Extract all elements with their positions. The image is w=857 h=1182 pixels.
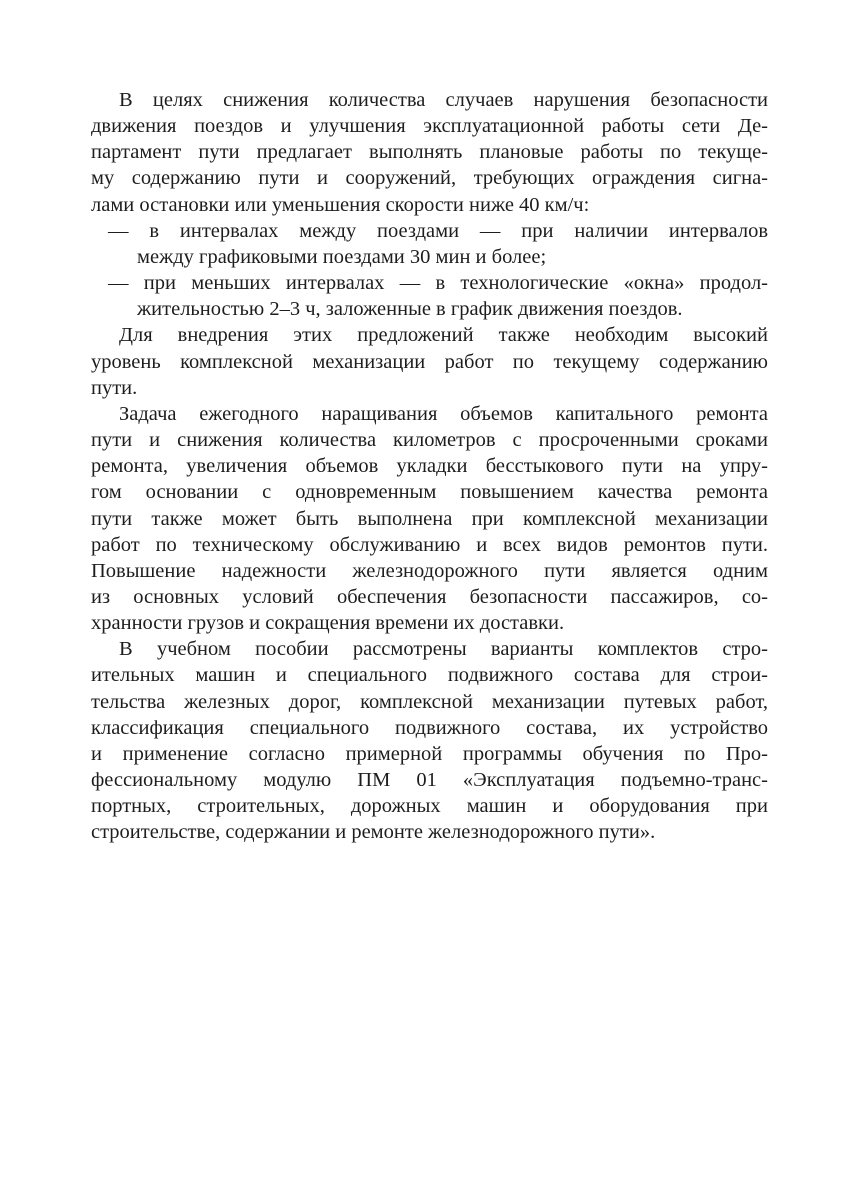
- text-line: работ по техническому обслуживанию и всех видов ремонтов пути.: [91, 533, 768, 556]
- dash-marker: —: [108, 272, 144, 295]
- text-line: партамент пути предлагает выполнять плановые работы по текуще-: [91, 141, 768, 164]
- text-line: В учебном пособии рассмотрены варианты комплектов стро-: [119, 638, 768, 661]
- paragraph: [91, 87, 768, 218]
- text-line: Повышение надежности железнодорожного пути является одним: [91, 559, 768, 582]
- text-line: портных, строительных, дорожных машин и оборудования при: [91, 795, 768, 818]
- text-line: жительностью 2–3 ч, заложенные в график движения поездов.: [137, 298, 683, 321]
- text-line: пути также может быть выполнена при комплексной механизации: [91, 507, 768, 530]
- paragraph: [91, 401, 768, 636]
- text-line: движения поездов и улучшения эксплуатационной работы сети Де-: [91, 115, 768, 138]
- text-line: Для внедрения этих предложений также необходим высокий: [119, 324, 768, 347]
- text-line: В целях снижения количества случаев нарушения безопасности: [119, 89, 768, 111]
- text-line: ительных машин и специального подвижного состава для строи-: [91, 664, 768, 687]
- dash-marker: —: [108, 219, 150, 242]
- text-line: пути и снижения количества километров с просроченными сроками: [91, 429, 768, 452]
- text-line: ремонта, увеличения объемов укладки бесстыкового пути на упру-: [91, 455, 768, 478]
- text-line: Задача ежегодного наращивания объемов капитального ремонта: [119, 402, 768, 425]
- text-line: из основных условий обеспечения безопасности пассажиров, со-: [91, 585, 768, 608]
- text-line: — при меньших интервалах — в технологические «окна» продол-: [108, 272, 768, 295]
- text-line: лами остановки или уменьшения скорости ниже 40 км/ч:: [91, 193, 590, 216]
- paragraph: [91, 322, 768, 400]
- paragraph: [91, 636, 768, 845]
- text-line: хранности грузов и сокращения времени их доставки.: [91, 612, 565, 635]
- list-item: [91, 218, 768, 270]
- text-line: между графиковыми поездами 30 мин и более;: [137, 245, 547, 268]
- text-content: [91, 87, 768, 846]
- text-line: гом основании с одновременным повышением качества ремонта: [91, 481, 768, 504]
- text-line: уровень комплексной механизации работ по текущему содержанию: [91, 350, 768, 373]
- text-line: классификация специального подвижного состава, их устройство: [91, 716, 768, 739]
- text-line: тельства железных дорог, комплексной механизации путевых работ,: [91, 690, 768, 713]
- text-line: строительстве, содержании и ремонте железнодорожного пути».: [91, 821, 656, 844]
- text-line: пути.: [91, 376, 138, 399]
- text-line: — в интервалах между поездами — при наличии интервалов: [108, 219, 768, 242]
- text-line: фессиональному модулю ПМ 01 «Эксплуатация подъемно-транс-: [91, 769, 768, 792]
- text-line: му содержанию пути и сооружений, требующих ограждения сигна-: [91, 167, 768, 190]
- list-item: [91, 270, 768, 322]
- text-line: и применение согласно примерной программы обучения по Про-: [91, 742, 768, 765]
